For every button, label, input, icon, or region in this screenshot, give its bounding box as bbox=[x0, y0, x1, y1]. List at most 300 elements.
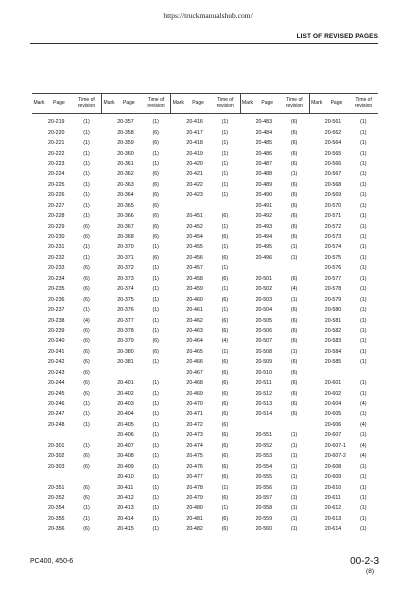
revision-cell: (6) bbox=[290, 307, 298, 314]
page-cell: 20-364 bbox=[117, 192, 134, 199]
table-row bbox=[32, 138, 101, 148]
page-cell: 20-229 bbox=[48, 223, 65, 230]
page-cell: 20-482 bbox=[186, 526, 203, 533]
table-row bbox=[32, 232, 101, 242]
page-cell: 20-513 bbox=[255, 401, 273, 408]
page-cell: 20-612 bbox=[324, 505, 342, 512]
table-row bbox=[32, 159, 101, 169]
page-cell: 20-473 bbox=[186, 432, 203, 439]
revision-cell: (1) bbox=[152, 411, 159, 418]
page-header: Page bbox=[123, 99, 135, 106]
revision-cell: (1) bbox=[152, 380, 159, 387]
page-cell: 20-562 bbox=[324, 129, 342, 136]
table-row bbox=[240, 336, 309, 346]
revision-cell: (6) bbox=[221, 421, 229, 428]
page-cell: 20-416 bbox=[186, 119, 203, 126]
revision-cell: (6) bbox=[152, 223, 159, 230]
page-cell: 20-571 bbox=[324, 213, 342, 220]
revision-cell: (1) bbox=[83, 213, 90, 220]
revision-cell: (6) bbox=[83, 390, 90, 397]
table-row bbox=[309, 138, 378, 148]
revision-cell: (1) bbox=[152, 150, 159, 157]
table-row bbox=[32, 524, 101, 534]
revision-cell: (1) bbox=[221, 265, 229, 272]
table-column bbox=[170, 93, 239, 535]
revision-cell: (1) bbox=[152, 244, 159, 251]
table-row bbox=[170, 284, 239, 294]
revision-cell: (1) bbox=[83, 160, 90, 167]
revision-cell: (1) bbox=[152, 359, 159, 366]
page-cell: 20-219 bbox=[48, 119, 65, 126]
column-header bbox=[170, 93, 239, 114]
column-header bbox=[240, 93, 309, 114]
page-cell: 20-233 bbox=[48, 265, 65, 272]
page-cell: 20-510 bbox=[255, 369, 273, 376]
revision-cell: (6) bbox=[83, 369, 90, 376]
revision-cell: (6) bbox=[290, 192, 298, 199]
page-cell: 20-467 bbox=[186, 369, 203, 376]
table-row bbox=[240, 524, 309, 534]
table-row bbox=[170, 169, 239, 179]
page-header: Page bbox=[330, 99, 343, 106]
page-cell: 20-403 bbox=[117, 401, 134, 408]
table-row bbox=[101, 138, 170, 148]
page-cell: 20-465 bbox=[186, 348, 203, 355]
page-cell: 20-582 bbox=[324, 327, 342, 334]
table-row bbox=[309, 253, 378, 263]
page-cell: 20-492 bbox=[255, 213, 273, 220]
table-row bbox=[170, 242, 239, 252]
mark-header: Mark bbox=[311, 99, 323, 106]
revision-cell: (4) bbox=[360, 401, 367, 408]
page-cell: 20-362 bbox=[117, 171, 134, 178]
table-row bbox=[240, 127, 309, 137]
table-row bbox=[32, 430, 101, 440]
revision-cell: (1) bbox=[360, 181, 367, 188]
table-row bbox=[309, 409, 378, 419]
table-row bbox=[309, 493, 378, 503]
table-row bbox=[32, 263, 101, 273]
revision-cell: (6) bbox=[290, 202, 298, 209]
table-row bbox=[309, 388, 378, 398]
revision-cell: (1) bbox=[83, 411, 90, 418]
revision-cell: (1) bbox=[360, 286, 367, 293]
revision-cell: (6) bbox=[83, 453, 90, 460]
table-row bbox=[309, 451, 378, 461]
page-cell: 20-514 bbox=[255, 411, 273, 418]
table-row bbox=[240, 409, 309, 419]
table-row bbox=[101, 148, 170, 158]
page-cell: 20-355 bbox=[48, 515, 65, 522]
revision-cell: (6) bbox=[290, 338, 298, 345]
page-cell: 20-374 bbox=[117, 286, 134, 293]
page-cell: 20-496 bbox=[255, 254, 273, 261]
revision-cell: (6) bbox=[290, 234, 298, 241]
page-cell: 20-478 bbox=[186, 484, 203, 491]
revision-cell: (1) bbox=[83, 515, 90, 522]
revision-cell: (1) bbox=[83, 150, 90, 157]
table-row bbox=[101, 242, 170, 252]
table-row bbox=[101, 524, 170, 534]
page-cell: 20-223 bbox=[48, 160, 65, 167]
table-row bbox=[240, 430, 309, 440]
revision-cell: (6) bbox=[221, 442, 229, 449]
table-row bbox=[309, 201, 378, 211]
page-cell: 20-604 bbox=[324, 401, 342, 408]
page-cell: 20-378 bbox=[117, 327, 134, 334]
page-cell: 20-611 bbox=[324, 494, 341, 501]
page-cell: 20-236 bbox=[48, 296, 65, 303]
page-cell: 20-578 bbox=[324, 286, 342, 293]
table-row bbox=[32, 378, 101, 388]
table-row bbox=[240, 315, 309, 325]
revision-cell: (1) bbox=[290, 453, 298, 460]
revision-cell: (1) bbox=[360, 505, 367, 512]
table-row bbox=[32, 326, 101, 336]
page-header: Page bbox=[192, 99, 204, 106]
time-of-revision-header: Time of revision bbox=[216, 97, 234, 109]
revision-cell: (1) bbox=[360, 171, 367, 178]
page-cell: 20-454 bbox=[186, 234, 203, 241]
time-of-revision-header: Time of revision bbox=[77, 97, 96, 109]
revision-cell: (1) bbox=[360, 119, 367, 126]
page-cell: 20-576 bbox=[324, 265, 342, 272]
revision-cell: (6) bbox=[221, 474, 229, 481]
table-row bbox=[170, 409, 239, 419]
table-row bbox=[101, 127, 170, 137]
page-cell: 20-370 bbox=[117, 244, 134, 251]
table-row bbox=[240, 357, 309, 367]
table-row bbox=[240, 159, 309, 169]
table-row bbox=[101, 305, 170, 315]
page-header: Page bbox=[53, 99, 65, 106]
revision-cell: (1) bbox=[290, 442, 298, 449]
revision-cell: (6) bbox=[152, 129, 159, 136]
table-row bbox=[32, 399, 101, 409]
table-row bbox=[309, 503, 378, 513]
table-row bbox=[170, 190, 239, 200]
page-cell: 20-568 bbox=[324, 181, 342, 188]
page-cell: 20-371 bbox=[117, 254, 134, 261]
table-row bbox=[240, 190, 309, 200]
revision-cell: (1) bbox=[221, 171, 229, 178]
revision-cell: (1) bbox=[221, 307, 229, 314]
page-cell: 20-240 bbox=[48, 338, 65, 345]
revision-cell: (1) bbox=[83, 129, 90, 136]
revision-cell: (6) bbox=[83, 327, 90, 334]
page-cell: 20-468 bbox=[186, 380, 203, 387]
page-cell: 20-411 bbox=[117, 484, 134, 491]
page-cell: 20-466 bbox=[186, 359, 203, 366]
page-cell: 20-610 bbox=[324, 484, 342, 491]
table-row bbox=[32, 420, 101, 430]
revision-cell: (1) bbox=[360, 515, 367, 522]
table-row bbox=[101, 190, 170, 200]
revision-cell: (6) bbox=[221, 275, 229, 282]
revision-cell: (6) bbox=[290, 401, 298, 408]
revision-cell: (1) bbox=[83, 244, 90, 251]
page-cell: 20-358 bbox=[117, 129, 134, 136]
table-row bbox=[170, 159, 239, 169]
revision-cell: (6) bbox=[221, 296, 229, 303]
page-cell: 20-475 bbox=[186, 453, 203, 460]
revision-cell: (6) bbox=[221, 526, 229, 533]
table-row bbox=[240, 253, 309, 263]
revision-cell: (6) bbox=[83, 526, 90, 533]
table-row bbox=[101, 388, 170, 398]
revision-cell: (1) bbox=[221, 119, 229, 126]
revision-cell: (6) bbox=[83, 223, 90, 230]
revision-cell: (1) bbox=[290, 348, 298, 355]
model-label: PC400, 450-6 bbox=[30, 558, 74, 565]
revision-cell: (1) bbox=[221, 129, 229, 136]
revision-cell: (6) bbox=[221, 494, 229, 501]
table-row bbox=[32, 148, 101, 158]
table-row bbox=[101, 326, 170, 336]
revision-cell: (1) bbox=[290, 463, 298, 470]
mark-header: Mark bbox=[172, 99, 184, 106]
page-cell: 20-481 bbox=[186, 515, 203, 522]
page-cell: 20-237 bbox=[48, 307, 65, 314]
page-cell: 20-410 bbox=[117, 474, 134, 481]
table-row bbox=[309, 378, 378, 388]
table-row bbox=[101, 493, 170, 503]
page-cell: 20-228 bbox=[48, 213, 65, 220]
table-row bbox=[309, 221, 378, 231]
page-cell: 20-484 bbox=[255, 129, 273, 136]
page-cell: 20-507 bbox=[255, 338, 273, 345]
table-row bbox=[170, 514, 239, 524]
table-row bbox=[309, 169, 378, 179]
revision-cell: (1) bbox=[360, 213, 367, 220]
page-cell: 20-471 bbox=[186, 411, 203, 418]
revision-cell: (1) bbox=[152, 296, 159, 303]
table-row bbox=[170, 221, 239, 231]
table-row bbox=[309, 326, 378, 336]
table-row bbox=[101, 368, 170, 378]
revision-cell: (1) bbox=[83, 254, 90, 261]
revision-cell: (1) bbox=[152, 474, 159, 481]
page-cell: 20-407 bbox=[117, 442, 134, 449]
page-cell: 20-227 bbox=[48, 202, 65, 209]
page-cell: 20-476 bbox=[186, 463, 203, 470]
revision-cell: (1) bbox=[360, 390, 367, 397]
mark-header: Mark bbox=[241, 99, 254, 106]
table-row bbox=[32, 451, 101, 461]
revision-cell: (6) bbox=[290, 181, 298, 188]
revision-cell: (6) bbox=[152, 254, 159, 261]
revision-cell: (1) bbox=[221, 181, 229, 188]
table-row bbox=[32, 284, 101, 294]
page-cell: 20-607-2 bbox=[324, 453, 346, 460]
page-cell: 20-561 bbox=[324, 119, 342, 126]
table-row bbox=[170, 305, 239, 315]
table-row bbox=[309, 127, 378, 137]
revision-cell: (1) bbox=[360, 484, 367, 491]
revision-cell: (1) bbox=[360, 348, 367, 355]
revision-cell: (1) bbox=[290, 505, 298, 512]
revision-cell: (6) bbox=[83, 359, 90, 366]
page-cell: 20-239 bbox=[48, 327, 65, 334]
page-cell: 20-553 bbox=[255, 453, 273, 460]
page-cell: 20-464 bbox=[186, 338, 203, 345]
table-row bbox=[240, 503, 309, 513]
table-row bbox=[170, 211, 239, 221]
revision-cell: (6) bbox=[290, 380, 298, 387]
revision-cell: (6) bbox=[83, 338, 90, 345]
page-cell: 20-381 bbox=[117, 359, 134, 366]
page-cell: 20-609 bbox=[324, 474, 342, 481]
revision-cell: (6) bbox=[83, 234, 90, 241]
page-cell: 20-577 bbox=[324, 275, 342, 282]
table-row bbox=[240, 326, 309, 336]
table-row bbox=[170, 430, 239, 440]
page-header: Page bbox=[261, 99, 274, 106]
revision-cell: (6) bbox=[221, 390, 229, 397]
page-cell: 20-225 bbox=[48, 181, 65, 188]
table-row bbox=[240, 388, 309, 398]
page-cell: 20-474 bbox=[186, 442, 203, 449]
table-row bbox=[240, 305, 309, 315]
page-cell: 20-458 bbox=[186, 275, 203, 282]
page-cell: 20-490 bbox=[255, 192, 273, 199]
page-cell: 20-554 bbox=[255, 463, 273, 470]
page-cell: 20-226 bbox=[48, 192, 65, 199]
table-row bbox=[309, 180, 378, 190]
page-cell: 20-402 bbox=[117, 390, 134, 397]
page-cell: 20-501 bbox=[255, 275, 273, 282]
page-cell: 20-231 bbox=[48, 244, 65, 251]
page-cell: 20-244 bbox=[48, 380, 65, 387]
revision-cell: (1) bbox=[360, 140, 367, 147]
table-row bbox=[240, 482, 309, 492]
revision-cell: (1) bbox=[360, 359, 367, 366]
revision-cell: (6) bbox=[152, 192, 159, 199]
page-cell: 20-245 bbox=[48, 390, 65, 397]
page-title: LIST OF REVISED PAGES bbox=[296, 33, 378, 40]
page-cell: 20-479 bbox=[186, 494, 203, 501]
table-row bbox=[101, 169, 170, 179]
revision-cell: (1) bbox=[360, 327, 367, 334]
table-row bbox=[101, 430, 170, 440]
table-row bbox=[170, 117, 239, 127]
revision-cell: (6) bbox=[290, 150, 298, 157]
revision-cell: (1) bbox=[83, 140, 90, 147]
revision-cell: (6) bbox=[290, 390, 298, 397]
revision-cell: (6) bbox=[221, 463, 229, 470]
page-cell: 20-303 bbox=[48, 463, 65, 470]
table-row bbox=[309, 357, 378, 367]
page-cell: 20-351 bbox=[48, 484, 65, 491]
table-row bbox=[309, 315, 378, 325]
table-row bbox=[170, 493, 239, 503]
page-cell: 20-247 bbox=[48, 411, 65, 418]
page-cell: 20-614 bbox=[324, 526, 342, 533]
table-row bbox=[32, 274, 101, 284]
page-cell: 20-487 bbox=[255, 160, 273, 167]
revision-cell: (1) bbox=[290, 515, 298, 522]
revision-cell: (6) bbox=[83, 463, 90, 470]
table-row bbox=[170, 263, 239, 273]
revision-cell: (1) bbox=[360, 296, 367, 303]
revision-cell: (6) bbox=[290, 119, 298, 126]
table-row bbox=[309, 242, 378, 252]
revision-cell: (1) bbox=[360, 380, 367, 387]
table-row bbox=[170, 294, 239, 304]
page-cell: 20-506 bbox=[255, 327, 273, 334]
revision-cell: (6) bbox=[152, 202, 159, 209]
page-cell: 20-480 bbox=[186, 505, 203, 512]
table-column bbox=[101, 93, 170, 535]
table-row bbox=[32, 221, 101, 231]
table-row bbox=[32, 180, 101, 190]
page-cell: 20-551 bbox=[255, 432, 273, 439]
revision-cell: (6) bbox=[290, 411, 298, 418]
revision-cell: (1) bbox=[290, 494, 298, 501]
page-cell: 20-420 bbox=[186, 160, 203, 167]
revision-cell: (1) bbox=[221, 223, 229, 230]
page-cell: 20-584 bbox=[324, 348, 342, 355]
table-row bbox=[240, 420, 309, 430]
table-row bbox=[240, 180, 309, 190]
table-row bbox=[309, 441, 378, 451]
page-cell: 20-406 bbox=[117, 432, 134, 439]
page-cell: 20-566 bbox=[324, 160, 342, 167]
revision-cell: (6) bbox=[221, 432, 229, 439]
table-row bbox=[170, 388, 239, 398]
mark-header: Mark bbox=[103, 99, 115, 106]
revision-cell: (1) bbox=[152, 275, 159, 282]
table-row bbox=[170, 347, 239, 357]
table-row bbox=[101, 378, 170, 388]
page-cell: 20-495 bbox=[255, 244, 273, 251]
table-row bbox=[170, 441, 239, 451]
table-row bbox=[32, 305, 101, 315]
revision-cell: (6) bbox=[83, 494, 90, 501]
revision-cell: (6) bbox=[290, 129, 298, 136]
table-row bbox=[101, 514, 170, 524]
table-row bbox=[240, 294, 309, 304]
table-row bbox=[101, 201, 170, 211]
revision-cell: (1) bbox=[83, 401, 90, 408]
revision-cell: (1) bbox=[152, 505, 159, 512]
page-cell: 20-230 bbox=[48, 234, 65, 241]
page-cell: 20-248 bbox=[48, 421, 65, 428]
revision-cell: (1) bbox=[290, 254, 298, 261]
table-row bbox=[101, 482, 170, 492]
table-row bbox=[309, 336, 378, 346]
revision-cell: (1) bbox=[83, 192, 90, 199]
revision-cell: (1) bbox=[221, 160, 229, 167]
table-row bbox=[170, 138, 239, 148]
revision-cell: (6) bbox=[221, 359, 229, 366]
revision-cell: (6) bbox=[290, 223, 298, 230]
table-row bbox=[240, 201, 309, 211]
revision-cell: (1) bbox=[221, 348, 229, 355]
revision-cell: (1) bbox=[360, 150, 367, 157]
table-row bbox=[309, 347, 378, 357]
column-header bbox=[32, 93, 101, 114]
revision-cell: (1) bbox=[152, 432, 159, 439]
table-row bbox=[240, 347, 309, 357]
table-row bbox=[309, 117, 378, 127]
table-row bbox=[32, 514, 101, 524]
revision-cell: (1) bbox=[83, 505, 90, 512]
revision-cell: (6) bbox=[83, 484, 90, 491]
page-cell: 20-573 bbox=[324, 234, 342, 241]
revision-cell: (1) bbox=[221, 244, 229, 251]
revision-cell: (6) bbox=[152, 181, 159, 188]
